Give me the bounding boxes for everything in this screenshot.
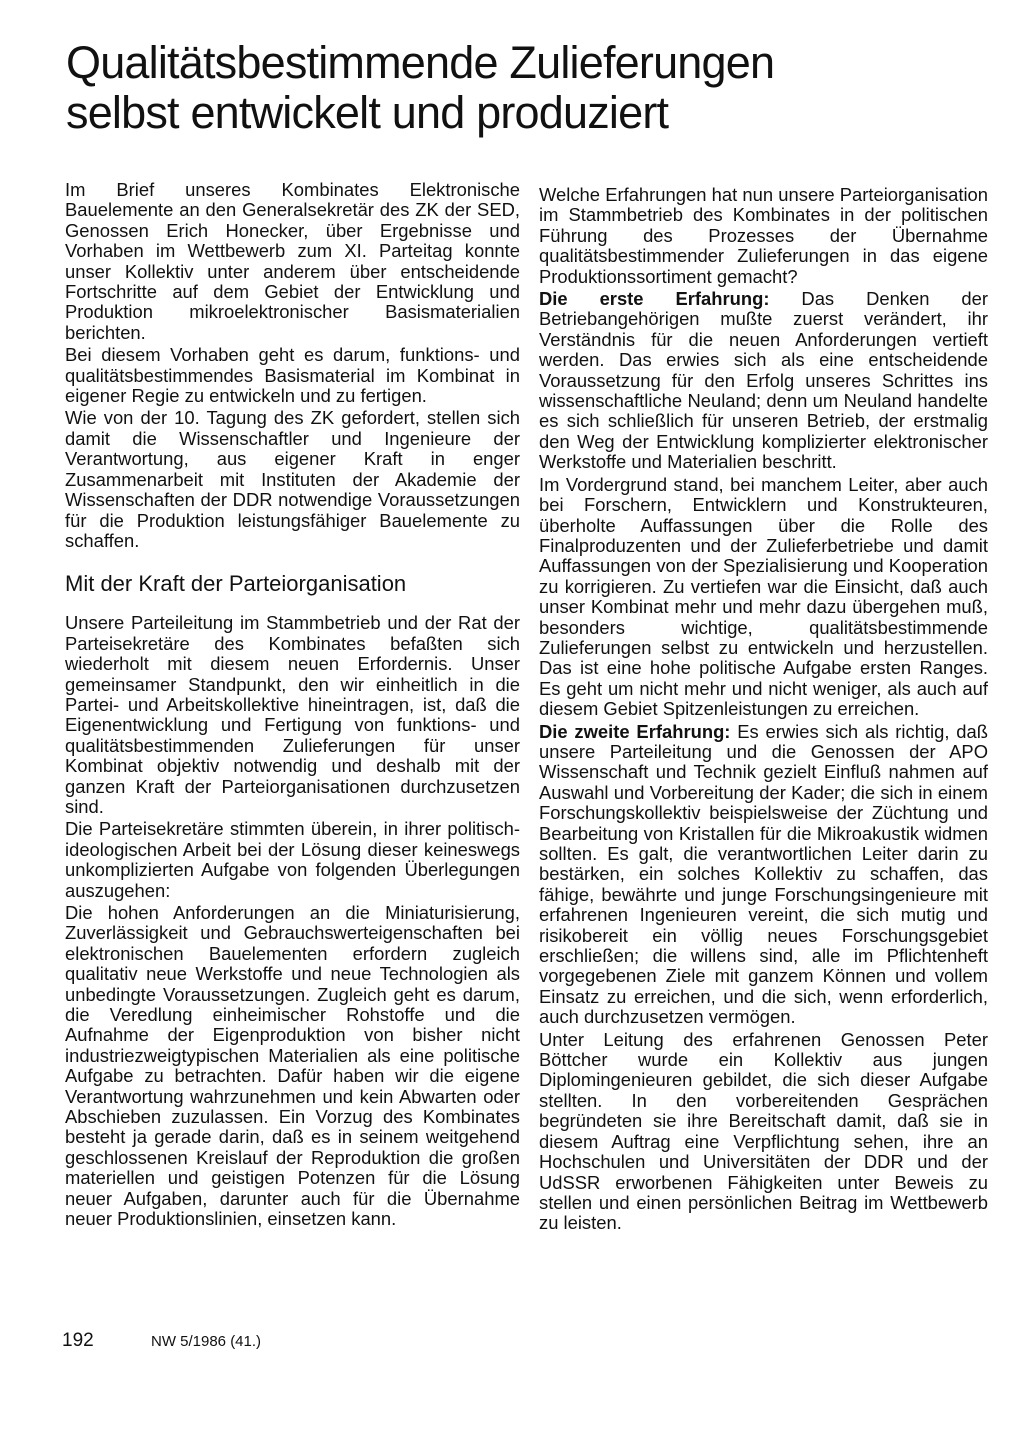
right-column [539,185,988,1236]
second-experience-lead: Die zweite Erfahrung: [539,720,731,742]
page-footer [62,1330,261,1352]
right-paragraph-3: Im Vordergrund stand, bei manchem Leiter, aber auch bei Forschern, Entwicklern und Konstrukteuren, überholte Auffassungen über die Rolle des Finalproduzenten und der Zulieferbetriebe und damit Auffassungen von der Spezialisierung und Kooperation zu korrigieren. Zu vertiefen war die Einsicht, daß auch unser Kombinat mehr und mehr dazu übergehen muß, besonders wichtige, qualitätsbestimmende Zulieferungen selbst zu entwickeln und herzustellen. Das ist eine hohe politische Aufgabe ersten Ranges. Es geht um nicht mehr und nicht weniger, als auch auf diesem Gebiet Spitzenleistungen zu erreichen. [539,473,988,720]
section-paragraph-3: Die hohen Anforderungen an die Miniaturisierung, Zuverlässigkeit und Gebrauchswerteigenschaften bei elektronischen Bauelementen erfordern zugleich qualitativ neue Werkstoffe und neue Technologien als unbedingte Voraussetzungen. Zugleich geht es darum, die Veredlung einheimischer Rohstoffe und die Aufnahme der Eigenproduktion von bisher nicht industriezweigtypischen Materialien als eine politische Aufgabe zu betrachten. Dafür haben wir die eigene Verantwortung wahrzunehmen und kein Abwarten oder Abschieben zuzulassen. Ein Vorzug des Kombinates besteht ja gerade darin, daß es in seinem weitgehend geschlossenen Kreislauf der Reproduktion die großen materiellen und geistigen Potenzen für die Lösung neuer Aufgaben, darunter auch für die Übernahme neuer Produktionslinien, einsetzen kann. [65,902,520,1230]
journal-reference: NW 5/1986 (41.) [150,1333,262,1350]
first-experience-text: Das Denken der Betriebangehörigen mußte zuerst verändert, ihr Verständnis für die neuen Anforderungen vertieft werden. Das erwies sich als eine entscheidende Voraussetzung für den Erfolg unseres Schrittes ins wissenschaftliche Neuland; denn um Neuland handelte es sich schließlich für unseren Betrieb, der erstmalig den Weg der Entwicklung komplizierter elektronischer Werkstoffe und Materialien beschritt. [539,288,988,473]
section-paragraph-1: Unsere Parteileitung im Stammbetrieb und der Rat der Parteisekretäre des Kombinates befaßten sich wiederholt mit diesem neuen Erfordernis. Unser gemeinsamer Standpunkt, den wir einheitlich in die Partei- und Arbeitskollektive hineintragen, ist, daß die Eigenentwicklung und Fertigung von funktions- und qualitätsbestimmenden Zulieferungen für unser Kombinat objektiv notwendig und deshalb mit der ganzen Kraft der Parteiorganisationen durchzusetzen sind. [65,612,520,817]
right-paragraph-1: Welche Erfahrungen hat nun unsere Parteiorganisation im Stammbetrieb des Kombinates in der politischen Führung des Prozesses der Übernahme qualitätsbestimmender Zulieferungen in das eigene Produktionssortiment gemacht? [539,184,988,287]
page-number: 192 [62,1330,94,1351]
right-paragraph-5: Unter Leitung des erfahrenen Genossen Peter Böttcher wurde ein Kollektiv aus jungen Diplomingenieuren gebildet, die sich dieser Aufgabe stellten. In den vorbereitenden Gesprächen begründeten sie ihre Bereitschaft damit, daß sie in diesem Auftrag eine Verpflichtung sehen, ihre an Hochschulen und Universitäten der DDR und der UdSSR erworbenen Fähigkeiten unter Beweis zu stellen und einen persönlichen Beitrag im Wettbewerb zu leisten. [539,1028,988,1234]
section-subheading: Mit der Kraft der Parteiorganisation [65,571,407,597]
second-experience-text: Es erwies sich als richtig, daß unsere Parteileitung und die Genossen der APO Wissenschaft und Technik gezielt Einfluß nahmen auf Auswahl und Vorbereitung der Kader; die sich in einem Forschungskollektiv beispielsweise der Züchtung und Bearbeitung von Kristallen für die Mikroakustik widmen sollten. Es galt, die verantwortlichen Leiter darin zu bestärken, ein solches Kollektiv zu schaffen, das fähige, bewährte und junge Forschungsingenieure mit erfahrenen Ingenieuren vereint, die sich mutig und risikobereit ein völlig neues Forschungsgebiet erschließen; die willens sind, alle im Pflichtenheft vorgegebenen Ziele mit ganzem Können und vollem Einsatz zu erreichen, und die sich, wenn erforderlich, auch durchzusetzen vermögen. [539,720,988,1028]
article-title-line-1: Qualitätsbestimmende Zulieferungen [66,37,775,88]
right-paragraph-2 [539,289,988,473]
article-title-line-2: selbst entwickelt und produziert [66,87,669,138]
intro-paragraph-2: Bei diesem Vorhaben geht es darum, funktions- und qualitätsbestimmendes Basismaterial im Kombinat in eigener Regie zu entwickeln und zu fertigen. [65,344,520,407]
section-paragraph-2: Die Parteisekretäre stimmten überein, in ihrer politisch-ideologischen Arbeit bei der Lösung dieser keineswegs unkomplizierten Aufgabe von folgenden Überlegungen auszugehen: [65,818,520,901]
first-experience-lead: Die erste Erfahrung: [539,288,770,310]
left-column [65,180,520,1232]
right-paragraph-4 [539,722,988,1028]
intro-paragraph-3: Wie von der 10. Tagung des ZK gefordert, stellen sich damit die Wissenschaftler und Ingenieure der Verantwortung, aus eigener Kraft in enger Zusammenarbeit mit Instituten der Akademie der Wissenschaften der DDR notwendige Voraussetzungen für die Produktion leistungsfähiger Bauelemente zu schaffen. [65,407,520,551]
article-title [66,38,966,138]
intro-paragraph-1: Im Brief unseres Kombinates Elektronische Bauelemente an den Generalsekretär des ZK der SED, Genossen Erich Honecker, über Ergebnisse und Vorhaben im Wettbewerb zum XI. Parteitag konnte unser Kollektiv unter anderem über entscheidende Fortschritte auf dem Gebiet der Entwicklung und Produktion mikroelektronischer Basismaterialien berichten. [65,179,520,343]
